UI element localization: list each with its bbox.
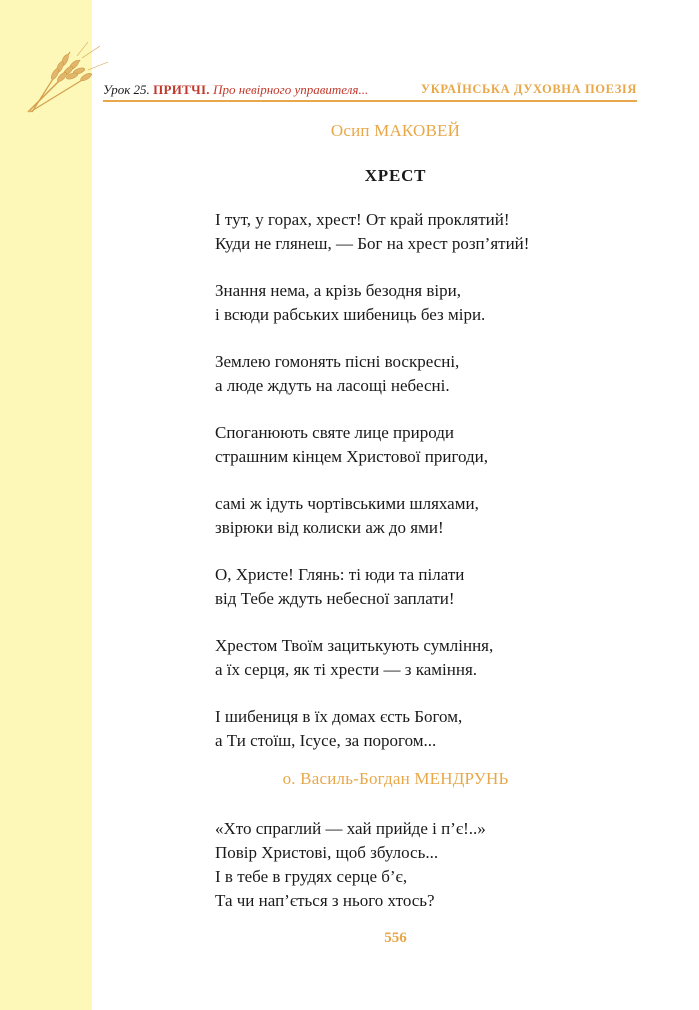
poem-line: звірюки від колиски аж до ями! [215,518,444,537]
side-strip [0,0,92,1010]
header-divider [103,100,637,102]
poem-line: І в тебе в грудях серце б’є, [215,867,408,886]
poem-line: Споганюють святе лице природи [215,423,454,442]
poem-line: Землею гомонять пісні воскресні, [215,352,460,371]
stanza [215,279,655,327]
poem-body-second [215,817,655,936]
stanza [215,421,655,469]
poem-line: Знання нема, а крізь безодня віри, [215,281,461,300]
poem-line: а Ти стоїш, Ісусе, за порогом... [215,731,437,750]
author-name: Осип МАКОВЕЙ [330,121,461,140]
stanza [215,634,655,682]
stanza [215,563,655,611]
author-name-second: о. Василь-Богдан МЕНДРУНЬ [282,769,509,788]
poem-line: О, Христе! Глянь: ті юди та пілати [215,565,465,584]
poem-line: І шибениця в їх домах єсть Богом, [215,707,463,726]
page-number: 556 [384,930,407,946]
poem-line: І тут, у горах, хрест! От край проклятий! [215,210,510,229]
header-lesson-info [103,82,368,98]
header-lesson: Урок 25. [103,82,150,97]
poem-line: а люде ждуть на ласощі небесні. [215,376,450,395]
poem-line: страшним кінцем Христової пригоди, [215,447,489,466]
poem-line: Та чи нап’ється з нього хтось? [215,891,435,910]
poem-line: «Хто спраглий — хай прийде і п’є!..» [215,819,486,838]
header-subtitle: Про невірного управителя... [213,82,369,97]
wheat-icon [22,40,112,115]
stanza [215,492,655,540]
header-chapter-title: УКРАЇНСЬКА ДУХОВНА ПОЕЗІЯ [420,82,637,96]
stanza [215,208,655,256]
poem-line: від Тебе ждуть небесної заплати! [215,589,455,608]
header-section: ПРИТЧІ. [153,82,210,97]
stanza [215,705,655,753]
stanza [215,817,655,913]
poem-body [215,208,655,776]
poem-line: Хрестом Твоїм зацитькують сумління, [215,636,494,655]
stanza [215,350,655,398]
poem-line: а їх серця, як ті хрести — з каміння. [215,660,478,679]
poem-line: Повір Христові, щоб збулось... [215,843,439,862]
poem-line: і всюди рабських шибениць без міри. [215,305,486,324]
poem-line: самі ж ідуть чортівськими шляхами, [215,494,479,513]
poem-line: Куди не глянеш, — Бог на хрест розп’ятий! [215,234,530,253]
poem-title: ХРЕСТ [364,166,427,185]
